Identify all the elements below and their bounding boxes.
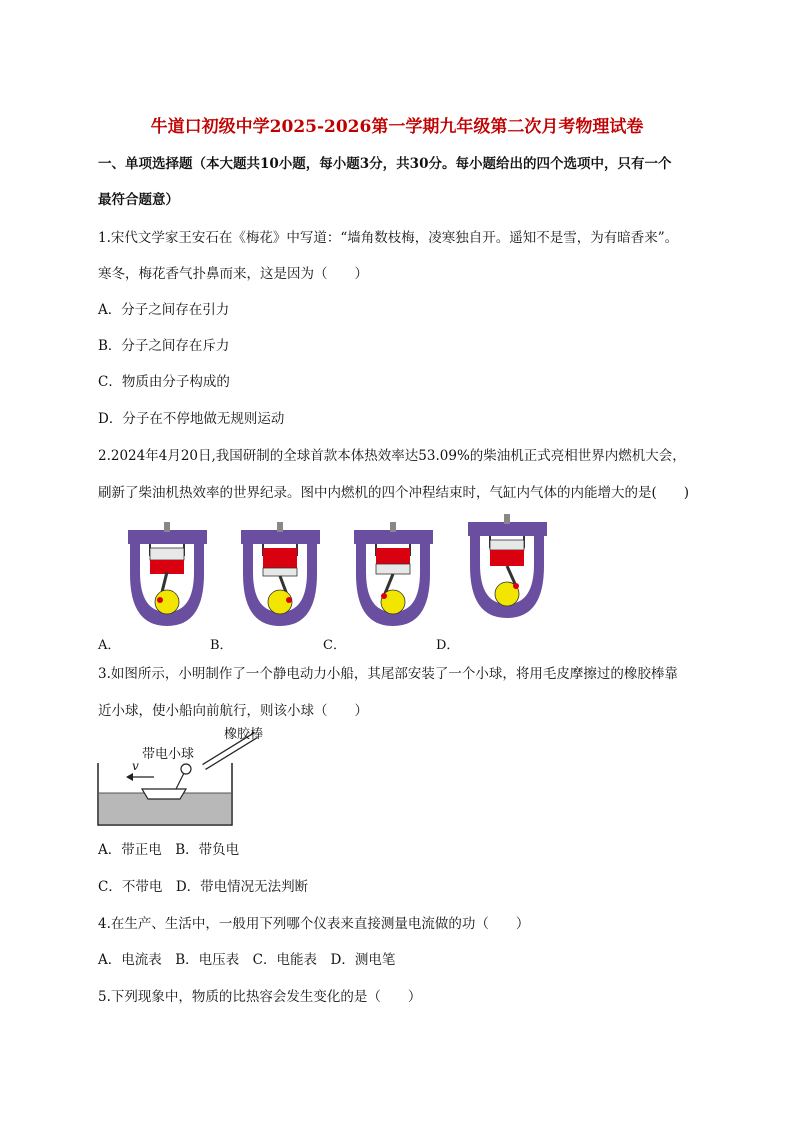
q5-stem: 5.下列现象中，物质的比热容会发生变化的是（ ） [98, 989, 422, 1005]
charged-ball-label: 带电小球 [142, 747, 195, 762]
q1-option-b: B．分子之间存在斥力 [98, 338, 230, 354]
q2-stem-line1: 2.2024年4月20日,我国研制的全球首款本体热效率达53.09%的柴油机正式亮相世界内燃机大会， [98, 448, 686, 464]
q2-engine-figures [98, 522, 698, 652]
section-heading-line1: 一、单项选择题（本大题共10小题，每小题3分，共30分。每小题给出的四个选项中，只有一个 [98, 156, 672, 172]
exam-title: 牛道口初级中学2025-2026第一学期九年级第二次月考物理试卷 [150, 117, 644, 137]
engine-diagram-c [346, 522, 441, 632]
engine-label-d: D． [436, 638, 460, 653]
q1-option-a: A．分子之间存在引力 [98, 302, 230, 318]
q1-stem-line2: 寒冬，梅花香气扑鼻而来，这是因为（ ） [98, 266, 368, 282]
velocity-label: v [132, 759, 139, 773]
engine-diagram-b [233, 522, 328, 632]
section-heading-line2: 最符合题意） [98, 192, 179, 208]
q3-options-line2: C．不带电 D．带电情况无法判断 [98, 879, 309, 895]
q3-stem-line2: 近小球，使小船向前航行，则该小球（ ） [98, 703, 368, 719]
rubber-rod-label: 橡胶棒 [224, 727, 264, 742]
q4-stem: 4.在生产、生活中，一般用下列哪个仪表来直接测量电流做的功（ ） [98, 916, 530, 932]
engine-label-b: B． [210, 638, 233, 653]
q1-option-c: C．物质由分子构成的 [98, 374, 230, 390]
q3-boat-figure [96, 723, 296, 828]
engine-label-c: C． [323, 638, 346, 653]
q3-options-line1: A．带正电 B．带负电 [98, 842, 240, 858]
engine-label-a: A． [98, 638, 121, 653]
q1-stem-line1: 1.宋代文学家王安石在《梅花》中写道：“墙角数枝梅，凌寒独自开。遥知不是雪，为有暗香来”。 [98, 230, 679, 246]
q4-options: A．电流表 B．电压表 C．电能表 D．测电笔 [98, 952, 396, 968]
boat-diagram [96, 723, 296, 828]
engine-diagram-a [120, 522, 215, 632]
q2-stem-line2: 刷新了柴油机热效率的世界纪录。图中内燃机的四个冲程结束时，气缸内气体的内能增大的是( ) [98, 485, 690, 501]
engine-diagram-d [460, 514, 555, 624]
q1-option-d: D．分子在不停地做无规则运动 [98, 411, 285, 427]
q3-stem-line1: 3.如图所示，小明制作了一个静电动力小船，其尾部安装了一个小球，将用毛皮摩擦过的橡胶棒靠 [98, 666, 678, 682]
